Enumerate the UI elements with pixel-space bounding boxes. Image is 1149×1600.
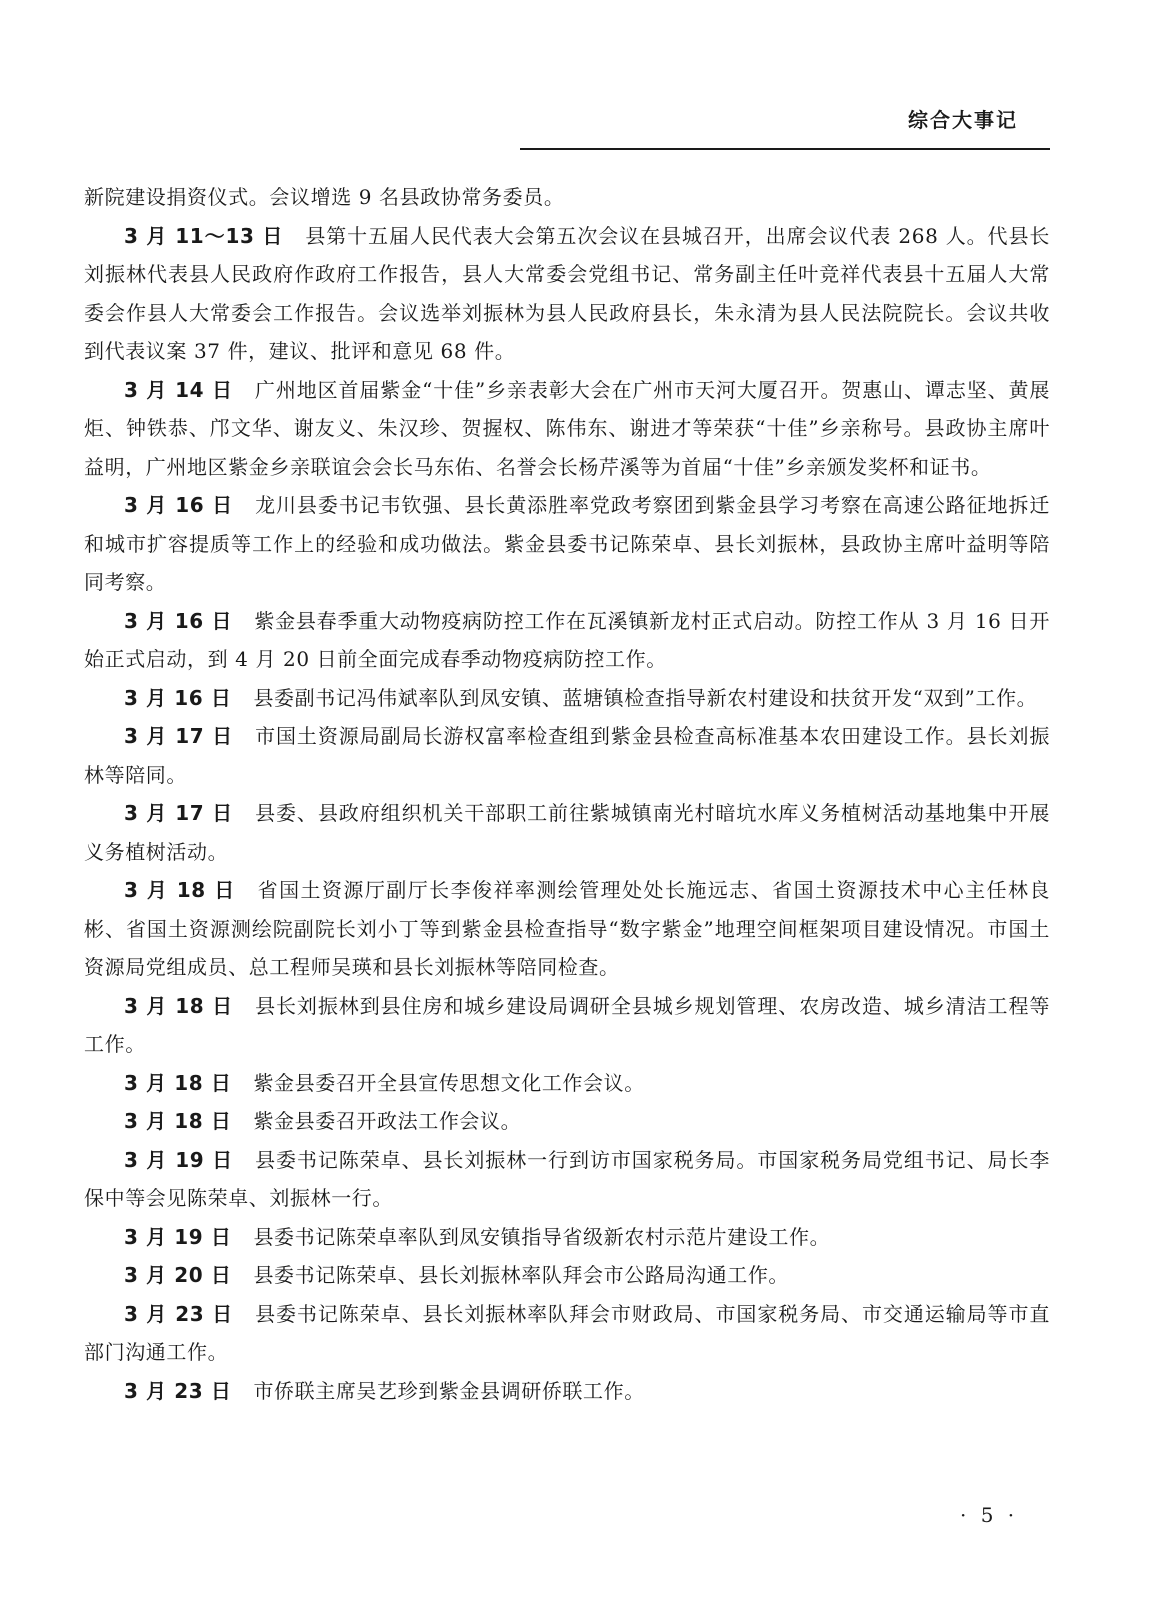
entry-date: 3 月 17 日 bbox=[124, 724, 234, 748]
header-rule bbox=[520, 148, 1050, 150]
chronicle-entry bbox=[84, 1295, 1050, 1372]
entry-date: 3 月 16 日 bbox=[124, 608, 233, 633]
entry-text: 龙川县委书记韦钦强、县长黄添胜率党政考察团到紫金县学习考察在高速公路征地拆迁和城市扩容提质等工作上的经验和成功做法。紫金县委书记陈荣卓、县长刘振林，县政协主席叶益明等陪同考察。 bbox=[84, 493, 1050, 594]
entry-date: 3 月 16 日 bbox=[124, 493, 234, 517]
entry-date: 3 月 18 日 bbox=[124, 878, 236, 902]
entry-date: 3 月 18 日 bbox=[124, 1109, 232, 1133]
chronicle-entry bbox=[84, 1064, 1050, 1103]
chronicle-entry bbox=[84, 679, 1050, 718]
entry-date: 3 月 20 日 bbox=[124, 1263, 232, 1287]
entry-date: 3 月 23 日 bbox=[124, 1301, 234, 1326]
entry-list bbox=[84, 217, 1050, 1411]
chronicle-entry bbox=[84, 987, 1050, 1064]
entry-text: 紫金县委召开全县宣传思想文化工作会议。 bbox=[253, 1070, 645, 1095]
chronicle-entry bbox=[84, 717, 1050, 794]
entry-text: 县委副书记冯伟斌率队到凤安镇、蓝塘镇检查指导新农村建设和扶贫开发“双到”工作。 bbox=[253, 685, 1038, 710]
chronicle-entry bbox=[84, 1256, 1050, 1295]
entry-text: 省国土资源厅副厅长李俊祥率测绘管理处处长施远志、省国土资源技术中心主任林良彬、省国土资源测绘院副院长刘小丁等到紫金县检查指导“数字紫金”地理空间框架项目建设情况。市国土资源局党组成员、总工程师吴瑛和县长刘振林等陪同检查。 bbox=[84, 878, 1051, 979]
chronicle-entry bbox=[84, 1102, 1050, 1141]
entry-text: 县委书记陈荣卓、县长刘振林率队拜会市公路局沟通工作。 bbox=[253, 1263, 790, 1287]
entry-text: 县长刘振林到县住房和城乡建设局调研全县城乡规划管理、农房改造、城乡清洁工程等工作。 bbox=[84, 993, 1050, 1056]
entry-date: 3 月 11～13 日 bbox=[124, 223, 284, 248]
entry-date: 3 月 19 日 bbox=[124, 1224, 232, 1249]
entry-text: 县委书记陈荣卓率队到凤安镇指导省级新农村示范片建设工作。 bbox=[253, 1224, 831, 1249]
entry-text: 紫金县春季重大动物疫病防控工作在瓦溪镇新龙村正式启动。防控工作从 3 月 16 日开始正式启动，到 4 月 20 日前全面完成春季动物疫病防控工作。 bbox=[84, 608, 1050, 671]
chronicle-entry bbox=[84, 1218, 1050, 1257]
entry-text: 市国土资源局副局长游权富率检查组到紫金县检查高标准基本农田建设工作。县长刘振林等陪同。 bbox=[84, 724, 1050, 787]
entry-text: 市侨联主席吴艺珍到紫金县调研侨联工作。 bbox=[253, 1378, 645, 1403]
chronicle-body bbox=[84, 178, 1050, 1410]
entry-date: 3 月 23 日 bbox=[124, 1378, 232, 1403]
chronicle-entry bbox=[84, 871, 1050, 987]
chronicle-entry bbox=[84, 217, 1050, 371]
chronicle-entry bbox=[84, 1372, 1050, 1411]
entry-text: 县委书记陈荣卓、县长刘振林一行到访市国家税务局。市国家税务局党组书记、局长李保中等会见陈荣卓、刘振林一行。 bbox=[84, 1147, 1050, 1210]
entry-date: 3 月 18 日 bbox=[124, 1070, 232, 1095]
chronicle-entry bbox=[84, 602, 1050, 679]
entry-text: 广州地区首届紫金“十佳”乡亲表彰大会在广州市天河大厦召开。贺惠山、谭志坚、黄展炬、钟铁恭、邝文华、谢友义、朱汉珍、贺握权、陈伟东、谢进才等荣获“十佳”乡亲称号。县政协主席叶益明，广州地区紫金乡亲联谊会会长马东佑、名誉会长杨芹溪等为首届“十佳”乡亲颁发奖杯和证书。 bbox=[84, 377, 1050, 479]
entry-date: 3 月 18 日 bbox=[124, 993, 234, 1018]
entry-date: 3 月 14 日 bbox=[124, 377, 233, 402]
entry-text: 县委、县政府组织机关干部职工前往紫城镇南光村暗坑水库义务植树活动基地集中开展义务植树活动。 bbox=[84, 801, 1050, 864]
chronicle-entry bbox=[84, 1141, 1050, 1218]
entry-text: 紫金县委召开政法工作会议。 bbox=[253, 1109, 522, 1133]
page-number: · 5 · bbox=[960, 1503, 1019, 1527]
entry-text: 县第十五届人民代表大会第五次会议在县城召开，出席会议代表 268 人。代县长刘振林代表县人民政府作政府工作报告，县人大常委会党组书记、常务副主任叶竞祥代表县十五届人大常委会作县人大常委会工作报告。会议选举刘振林为县人民政府县长，朱永清为县人民法院院长。会议共收到代表议案 37 件，建议、批评和意见 68 件。 bbox=[84, 223, 1050, 363]
chronicle-entry bbox=[84, 794, 1050, 871]
chronicle-entry bbox=[84, 486, 1050, 602]
entry-date: 3 月 17 日 bbox=[124, 801, 234, 825]
entry-date: 3 月 19 日 bbox=[124, 1147, 234, 1172]
entry-date: 3 月 16 日 bbox=[124, 685, 232, 710]
entry-text: 县委书记陈荣卓、县长刘振林率队拜会市财政局、市国家税务局、市交通运输局等市直部门沟通工作。 bbox=[84, 1301, 1050, 1364]
section-title: 综合大事记 bbox=[908, 108, 1018, 132]
chronicle-entry bbox=[84, 371, 1050, 487]
continuation-paragraph: 新院建设捐资仪式。会议增选 9 名县政协常务委员。 bbox=[84, 185, 565, 209]
